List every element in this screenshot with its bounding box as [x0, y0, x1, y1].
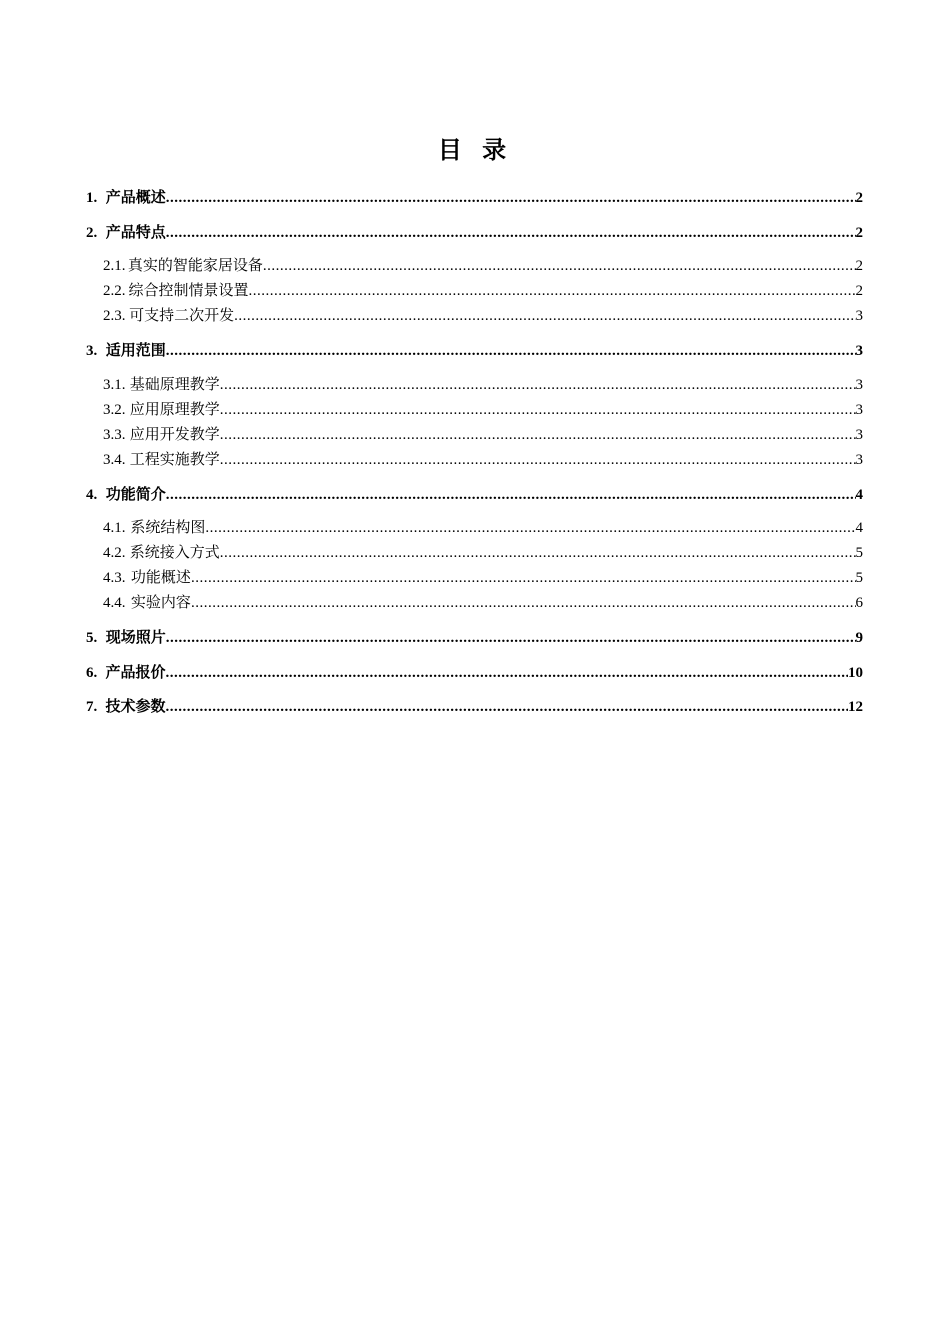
dot-leader: [263, 254, 856, 279]
toc-entry-number: 4.2.: [103, 545, 126, 561]
toc-entry-page: 3: [855, 343, 863, 359]
toc-entry-5[interactable]: [86, 624, 863, 650]
toc-entry-page: 9: [855, 630, 863, 646]
table-of-contents: [86, 184, 863, 728]
dot-leader: [166, 338, 856, 364]
toc-entry-4[interactable]: [86, 481, 863, 507]
toc-entry-label: 工程实施教学: [129, 449, 220, 468]
toc-entry-label: 功能概述: [130, 568, 191, 586]
toc-entry-label: 综合控制情景设置: [128, 281, 249, 299]
dot-leader: [220, 448, 856, 473]
toc-entry-number: 1.: [86, 190, 98, 206]
dot-leader: [191, 591, 856, 616]
toc-entry-page: 12: [848, 699, 863, 715]
toc-entry-3-2[interactable]: [86, 397, 863, 422]
toc-entry-page: 3: [855, 451, 863, 468]
toc-entry-number: 6.: [86, 664, 98, 681]
toc-entry-number: 2.3.: [103, 308, 126, 324]
toc-entry-number: 4.: [86, 486, 98, 503]
toc-entry-label: 实验内容: [130, 593, 191, 611]
toc-entry-number: 7.: [86, 699, 98, 715]
dot-leader: [166, 220, 856, 246]
dot-leader: [166, 185, 856, 211]
toc-entry-label: 适用范围: [105, 341, 166, 359]
dot-leader: [205, 516, 855, 541]
toc-entry-4-1[interactable]: [86, 515, 863, 540]
toc-entry-number: 3.2.: [103, 401, 126, 418]
toc-entry-4-2[interactable]: [86, 540, 863, 565]
toc-entry-label: 产品特点: [105, 222, 166, 241]
toc-title: 目 录: [437, 136, 513, 164]
toc-entry-2[interactable]: [86, 219, 863, 245]
toc-entry-number: 2.: [86, 224, 98, 241]
toc-entry-label: 现场照片: [105, 628, 166, 646]
dot-leader: [220, 541, 856, 566]
toc-entry-page: 4: [855, 486, 863, 503]
dot-leader: [191, 566, 856, 591]
toc-entry-label: 技术参数: [105, 697, 166, 715]
toc-entry-number: 2.1.: [103, 258, 126, 274]
toc-entry-7[interactable]: [86, 693, 863, 719]
toc-entry-2-3[interactable]: [86, 303, 863, 328]
toc-entry-page: 3: [855, 376, 863, 393]
toc-entry-2-1[interactable]: [86, 253, 863, 278]
toc-entry-label: 产品报价: [105, 662, 166, 681]
toc-entry-label: 系统结构图: [130, 518, 206, 536]
toc-entry-number: 3.1.: [103, 376, 126, 393]
toc-entry-page: 3: [855, 308, 863, 324]
toc-entry-page: 2: [855, 190, 863, 206]
toc-entry-label: 应用原理教学: [129, 399, 220, 418]
dot-leader: [166, 660, 848, 686]
dot-leader: [234, 304, 855, 329]
toc-entry-label: 可支持二次开发: [129, 306, 235, 324]
toc-entry-number: 4.3.: [103, 570, 126, 586]
toc-entry-number: 3.3.: [103, 426, 126, 443]
toc-entry-label: 真实的智能家居设备: [127, 256, 263, 274]
toc-entry-number: 3.4.: [103, 451, 126, 468]
toc-entry-1[interactable]: [86, 184, 863, 210]
dot-leader: [166, 482, 856, 508]
toc-entry-3-3[interactable]: [86, 422, 863, 447]
dot-leader: [249, 279, 856, 304]
toc-entry-2-2[interactable]: [86, 278, 863, 303]
dot-leader: [220, 373, 856, 398]
toc-entry-4-3[interactable]: [86, 565, 863, 590]
dot-leader: [220, 423, 856, 448]
toc-entry-label: 基础原理教学: [129, 374, 220, 393]
toc-entry-number: 4.4.: [103, 595, 126, 611]
dot-leader: [166, 625, 856, 651]
toc-entry-page: 3: [855, 426, 863, 443]
toc-entry-number: 3.: [86, 343, 98, 359]
toc-entry-page: 3: [855, 401, 863, 418]
toc-entry-3[interactable]: [86, 337, 863, 363]
toc-entry-3-4[interactable]: [86, 447, 863, 472]
dot-leader: [166, 694, 848, 720]
toc-entry-4-4[interactable]: [86, 590, 863, 615]
toc-entry-page: 2: [855, 283, 863, 299]
toc-entry-page: 10: [848, 664, 863, 681]
toc-entry-label: 应用开发教学: [129, 424, 220, 443]
toc-entry-page: 5: [855, 570, 863, 586]
toc-entry-page: 6: [855, 595, 863, 611]
toc-entry-label: 功能简介: [105, 484, 166, 503]
dot-leader: [220, 398, 856, 423]
toc-entry-label: 系统接入方式: [129, 543, 220, 561]
toc-entry-page: 4: [855, 520, 863, 536]
toc-entry-number: 2.2.: [103, 283, 126, 299]
toc-entry-page: 2: [855, 224, 863, 241]
toc-entry-number: 4.1.: [103, 520, 126, 536]
toc-entry-page: 5: [855, 545, 863, 561]
toc-entry-label: 产品概述: [105, 188, 166, 206]
toc-entry-page: 2: [855, 258, 863, 274]
toc-entry-6[interactable]: [86, 659, 863, 685]
toc-entry-3-1[interactable]: [86, 372, 863, 397]
toc-entry-number: 5.: [86, 630, 98, 646]
